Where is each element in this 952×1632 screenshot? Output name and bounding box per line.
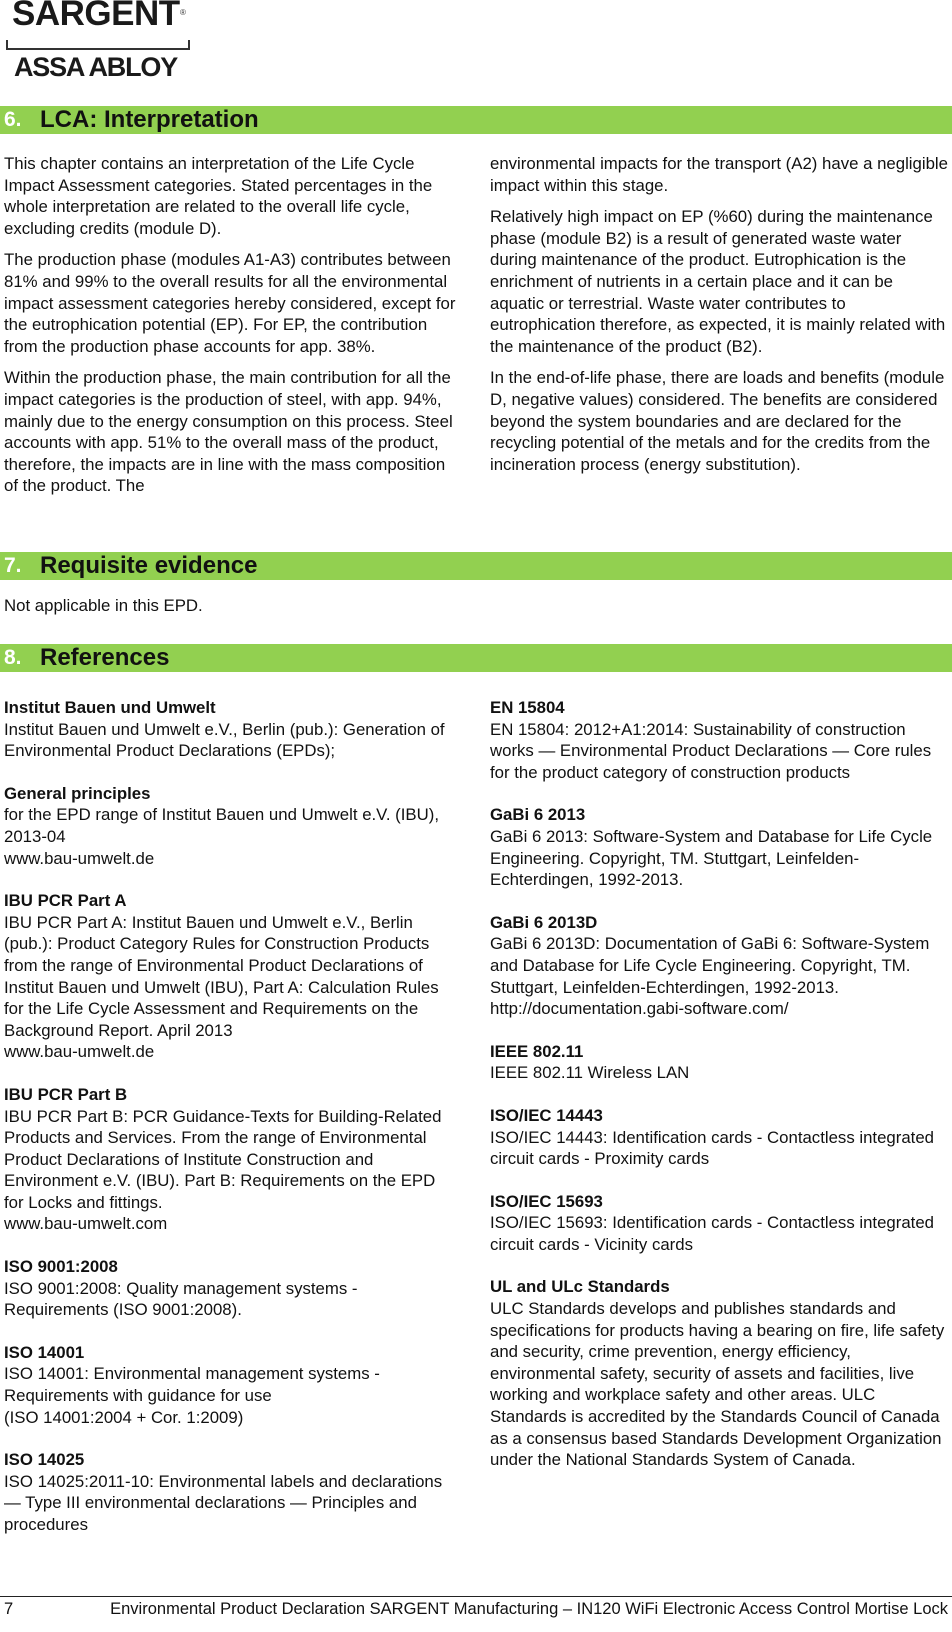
paragraph: This chapter contains an interpretation of the Life Cycle Impact Assessment categories. Stated percentages in the whole interpretation are related to the overall life cycle, excluding credits (module D). (4, 154, 433, 238)
logo-registered-mark: ® (180, 8, 186, 17)
reference-body: IBU PCR Part A: Institut Bauen und Umwelt e.V., Berlin (pub.): Product Category Rules for Construction Products from the range of Environmental Product Declarations of Institut Bauen und Umwelt (IBU), Part A: Calculation Rules for the Life Cycle Assessment and Requirements on the Background Report. April 2013 www.bau-umwelt.de (4, 912, 439, 1062)
paragraph: Within the production phase, the main contribution for all the impact categories is the production of steel, with app. 94%, mainly due to the energy consumption on this process. Steel accounts with app. 51% to the overall mass of the product, therefore, the impacts are in line with the mass composition of the product. The (4, 368, 453, 496)
paragraph: In the end-of-life phase, there are loads and benefits (module D, negative values) considered. The benefits are considered beyond the system boundaries and are declared for the recycling potential of the metals and for the credits from the incineration process (energy substitution). (490, 368, 945, 474)
reference-heading: ISO/IEC 14443 (490, 1105, 603, 1125)
reference-heading: ISO/IEC 15693 (490, 1191, 603, 1211)
reference-heading: IBU PCR Part B (4, 1084, 128, 1104)
logo-assa-abloy-text: ASSA ABLOY (14, 52, 178, 82)
reference-heading: IBU PCR Part A (4, 891, 127, 911)
footer-divider (0, 1596, 952, 1597)
reference-heading: GaBi 6 2013D (490, 912, 598, 932)
reference-heading: GaBi 6 2013 (490, 805, 586, 825)
reference-entry (490, 1191, 948, 1256)
reference-entry (4, 1256, 459, 1321)
reference-entry (4, 783, 459, 869)
section-title: References (40, 644, 170, 671)
reference-heading: UL and ULc Standards (490, 1277, 670, 1297)
reference-entry (4, 890, 459, 1063)
reference-body: GaBi 6 2013: Software-System and Database for Life Cycle Engineering. Copyright, TM. Stuttgart, Leinfelden-Echterdingen, 1992-2013. (490, 826, 933, 890)
reference-entry (490, 1276, 948, 1470)
reference-entry (490, 912, 948, 1020)
reference-entry (490, 697, 948, 783)
reference-body: ULC Standards develops and publishes standards and specifications for products having a bearing on fire, life safety and security, crime prevention, energy efficiency, environmental safety, security of assets and facilities, live working and workplace safety and other areas. ULC Standards is accredited by the Standards Council of Canada as a consensus based Standards Development Organization under the National Standards System of Canada. (490, 1299, 945, 1470)
section-number: 8. (4, 646, 22, 669)
references-right-column (490, 697, 948, 1492)
sargent-assa-abloy-logo (6, 0, 196, 90)
reference-entry (4, 1449, 459, 1535)
reference-heading: EN 15804 (490, 698, 565, 717)
interpretation-left-column (4, 153, 459, 507)
reference-entry (4, 1342, 459, 1428)
reference-entry (4, 1084, 459, 1235)
reference-body: Institut Bauen und Umwelt e.V., Berlin (pub.): Generation of Environmental Product Declarations (EPDs); (4, 719, 445, 761)
reference-body: ISO/IEC 15693: Identification cards - Contactless integrated circuit cards - Vicinity cards (490, 1213, 935, 1254)
reference-body: ISO 14001: Environmental management systems - Requirements with guidance for use (ISO 14001:2004 + Cor. 1:2009) (4, 1364, 380, 1427)
paragraph: Relatively high impact on EP (%60) during the maintenance phase (module B2) is a result of generated waste water during maintenance of the product. Eutrophication is the enrichment of nutrients in a certain place and it can be aquatic or terrestrial. Waste water contributes to eutrophication therefore, as expected, it is mainly related with the maintenance of the product (B2). (490, 207, 946, 356)
logo-bracket-line (6, 40, 190, 50)
reference-entry (490, 1041, 948, 1084)
reference-body: ISO 14025:2011-10: Environmental labels and declarations — Type III environmental declarations — Principles and procedures (4, 1471, 443, 1534)
section-number: 7. (4, 554, 22, 577)
reference-entry (490, 804, 948, 890)
reference-heading: General principles (4, 783, 151, 803)
paragraph: The production phase (modules A1-A3) contributes between 81% and 99% to the overall results for all the environmental impact assessment categories hereby considered, except for the eutrophication potential (EP). For EP, the contribution from the production phase accounts for app. 38%. (4, 250, 456, 356)
reference-heading: Institut Bauen und Umwelt (4, 698, 216, 717)
reference-body: ISO 9001:2008: Quality management systems - Requirements (ISO 9001:2008). (4, 1278, 358, 1320)
references-left-column (4, 697, 459, 1557)
paragraph: Not applicable in this EPD. (4, 596, 203, 615)
reference-entry (490, 1105, 948, 1170)
reference-heading: IEEE 802.11 (490, 1041, 584, 1061)
section-6-heading (0, 106, 952, 134)
reference-body: IEEE 802.11 Wireless LAN (490, 1063, 690, 1083)
section-number: 6. (4, 108, 22, 131)
reference-entry (4, 697, 459, 762)
reference-heading: ISO 14001 (4, 1342, 85, 1362)
reference-body: GaBi 6 2013D: Documentation of GaBi 6: Software-System and Database for Life Cycle Engineering. Copyright, TM. Stuttgart, Leinfelden-Echterdingen, 1992-2013. http://documentation.gabi-software.com/ (490, 934, 930, 1019)
section-8-heading (0, 644, 952, 672)
section-title: Requisite evidence (40, 552, 258, 579)
reference-heading: ISO 14025 (4, 1450, 85, 1470)
section-7-heading (0, 552, 952, 580)
section-title: LCA: Interpretation (40, 106, 259, 133)
reference-heading: ISO 9001:2008 (4, 1257, 118, 1277)
footer-title: Environmental Product Declaration SARGENT Manufacturing – IN120 WiFi Electronic Access Control Mortise Lock (110, 1600, 948, 1618)
requisite-evidence-text (4, 595, 904, 627)
reference-body: ISO/IEC 14443: Identification cards - Contactless integrated circuit cards - Proximity cards (490, 1127, 935, 1169)
reference-body: IBU PCR Part B: PCR Guidance-Texts for Building-Related Products and Services. From the range of Environmental Product Declarations of Institute Construction and Environment e.V. (IBU). Part B: Requirements on the EPD for Locks and fittings. www.bau-umwelt.com (4, 1106, 442, 1234)
page-number: 7 (4, 1600, 14, 1618)
interpretation-right-column (490, 153, 948, 485)
logo-sargent-text: SARGENT (12, 0, 180, 33)
paragraph: environmental impacts for the transport (A2) have a negligible impact within this stage. (490, 154, 948, 195)
reference-body: EN 15804: 2012+A1:2014: Sustainability of construction works — Environmental Product Declarations — Core rules for the product category of construction products (490, 719, 932, 782)
reference-body: for the EPD range of Institut Bauen und Umwelt e.V. (IBU), 2013-04 www.bau-umwelt.de (4, 805, 439, 868)
